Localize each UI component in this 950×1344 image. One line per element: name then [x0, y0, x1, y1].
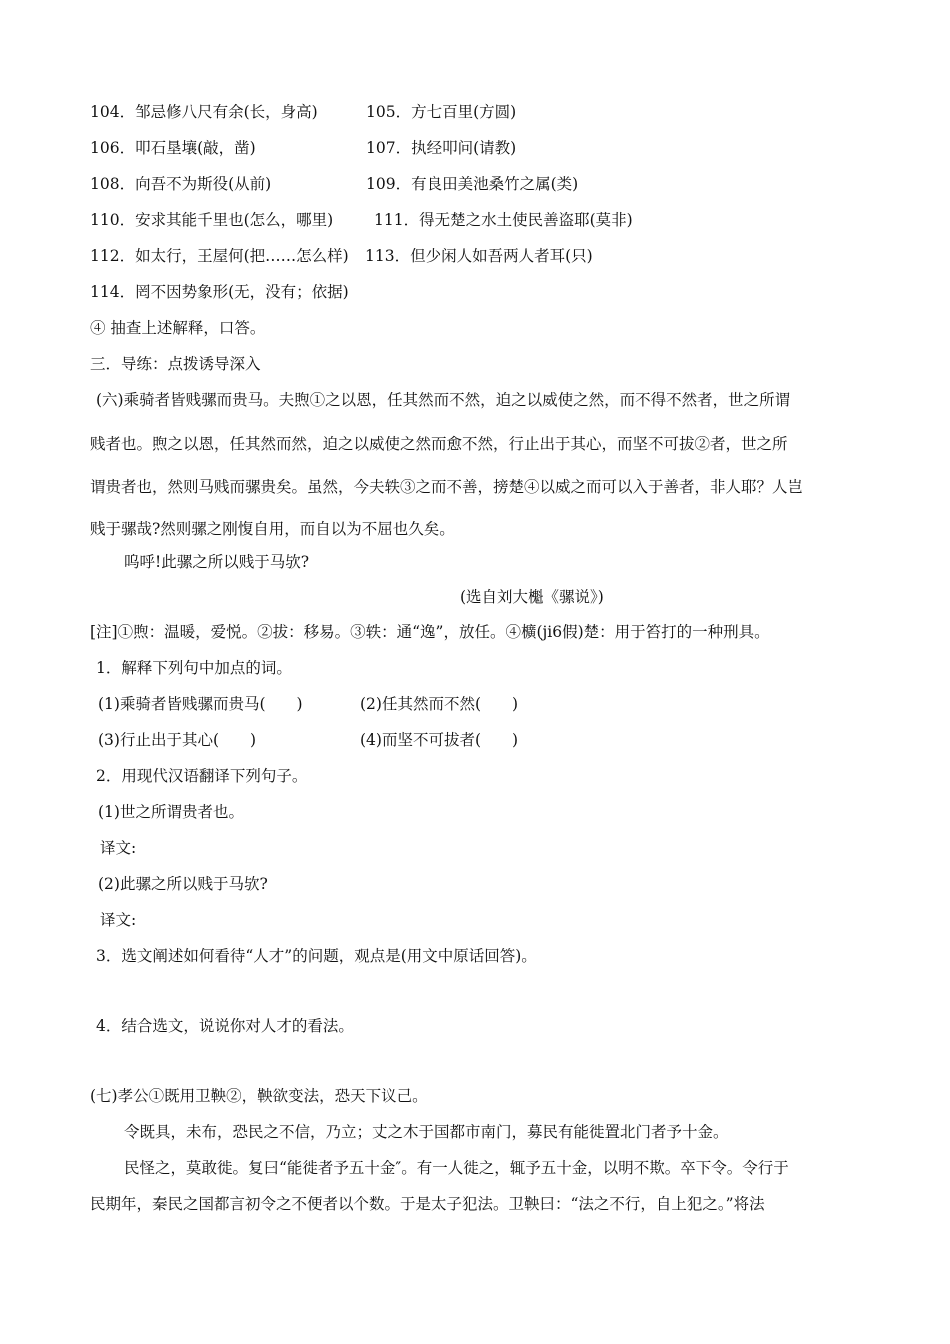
question-two-sentence: (2)此骡之所以贱于马欤?	[98, 875, 268, 893]
passage-six-line: 谓贵者也，然则马贱而骡贵矣。虽然，今夫轶③之而不善，搒楚④以威之而可以入于善者，非人耶？人岂	[90, 478, 804, 496]
question-one-item: (2)任其然而不然( )	[360, 695, 519, 713]
passage-seven-paragraph: 民怪之，莫敢徙。复曰“能徙者予五十金″。有一人徙之，辄予五十金，以明不欺。卒下令。令行于	[124, 1159, 789, 1177]
vocab-item-112: 112．如太行，王屋何(把……怎么样)	[90, 247, 349, 265]
vocab-item-106: 106．叩石垦壤(敲，凿)	[90, 139, 256, 157]
question-one-item: (4)而坚不可拔者( )	[360, 731, 519, 749]
passage-six-line: (六)乘骑者皆贱骡而贵马。夫煦①之以恩，任其然而不然，迫之以威使之然，而不得不然者，世之所谓	[96, 391, 791, 409]
question-four: 4．结合选文，说说你对人才的看法。	[96, 1017, 354, 1035]
passage-six-line: 贱者也。煦之以恩，任其然而然，迫之以威使之然而愈不然，行止出于其心，而坚不可拔②者，世之所	[90, 435, 788, 453]
vocab-item-104: 104．邹忌修八尺有余(长，身高)	[90, 103, 318, 121]
vocab-item-109: 109．有良田美池桑竹之属(类)	[366, 175, 579, 193]
translation-label: 译文:	[100, 911, 137, 929]
vocab-item-105: 105．方七百里(方圆)	[366, 103, 517, 121]
passage-six-closing: 呜呼!此骡之所以贱于马欤?	[124, 553, 310, 571]
question-three: 3．选文阐述如何看待“人才”的问题，观点是(用文中原话回答)。	[96, 947, 537, 965]
question-one-item: (3)行止出于其心( )	[98, 731, 257, 749]
question-two: 2．用现代汉语翻译下列句子。	[96, 767, 308, 785]
passage-six-line: 贱于骡哉?然则骡之刚愎自用，而自以为不屈也久矣。	[90, 520, 455, 538]
vocab-item-107: 107．执经叩问(请教)	[366, 139, 517, 157]
question-one-item: (1)乘骑者皆贱骡而贵马( )	[98, 695, 303, 713]
question-one: 1．解释下列句中加点的词。	[96, 659, 292, 677]
passage-seven-paragraph: 令既具，未布，恐民之不信，乃立；丈之木于国都市南门，募民有能徙置北门者予十金。	[124, 1123, 729, 1141]
vocab-item-108: 108．向吾不为斯役(从前)	[90, 175, 272, 193]
passage-seven-paragraph: 民期年，秦民之国都言初令之不便者以个数。于是太子犯法。卫鞅曰：“法之不行，自上犯之。”将法	[90, 1195, 765, 1213]
step-four-instruction: ④ 抽查上述解释，口答。	[90, 319, 266, 337]
passage-seven-title: (七)孝公①既用卫鞅②，鞅欲变法，恐天下议己。	[90, 1087, 428, 1105]
section-three-heading: 三．导练：点拨诱导深入	[90, 355, 261, 373]
passage-six-note: [注]①煦：温暖，爱悦。②拔：移易。③轶：通“逸”，放任。④櫎(ji6假)楚：用于笞打的一种刑具。	[90, 623, 770, 641]
vocab-item-111: 111．得无楚之水土使民善盗耶(莫非)	[374, 211, 633, 229]
translation-label: 译文:	[100, 839, 137, 857]
vocab-item-113: 113．但少闲人如吾两人者耳(只)	[365, 247, 593, 265]
vocab-item-110: 110．安求其能千里也(怎么，哪里)	[90, 211, 334, 229]
passage-six-source: (选自刘大櫆《骡说》)	[460, 588, 604, 606]
question-two-sentence: (1)世之所谓贵者也。	[98, 803, 244, 821]
vocab-item-114: 114．罔不因势象形(无，没有；依据)	[90, 283, 349, 301]
